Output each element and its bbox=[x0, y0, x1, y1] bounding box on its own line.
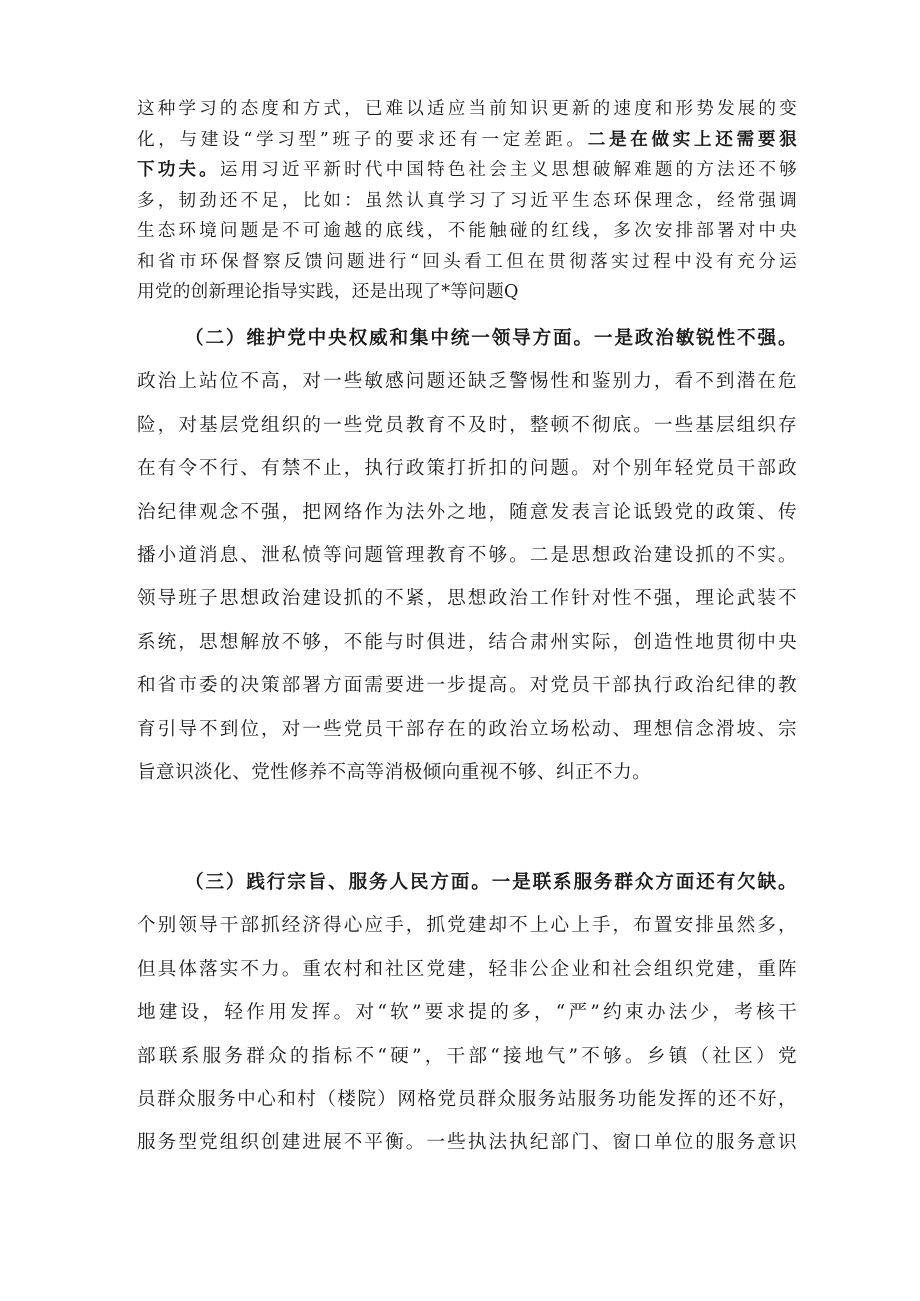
text-span: 运用习近平新时代中国特色社会主义思想破解难题的方法还不够 bbox=[219, 160, 798, 180]
paragraph-party-authority bbox=[137, 317, 797, 794]
section-heading: （三）践行宗旨、服务人民方面。一是联系服务群众方面还有欠缺。 bbox=[185, 872, 797, 893]
text-line: 在有令不行、有禁不止，执行政策打折扣的问题。对个别年轻党员干部政 bbox=[137, 458, 797, 480]
text-line: 多，韧劲还不足，比如：虽然认真学习了习近平生态环保理念，经常强调 bbox=[137, 190, 797, 211]
text-line: 政治上站位不高，对一些敏感问题还缺乏警惕性和鉴别力，看不到潜在危 bbox=[137, 371, 797, 393]
bold-heading-span: 下功夫。 bbox=[137, 159, 220, 180]
text-line: 和省市环保督察反馈问题进行“回头看工但在贯彻落实过程中没有充分运 bbox=[137, 251, 797, 272]
text-line: 系统，思想解放不够，不能与时俱进，结合肃州实际，创造性地贯彻中央 bbox=[137, 631, 797, 653]
paragraph-study-attitude bbox=[137, 94, 797, 308]
text-line: 生态环境问题是不可逾越的底线，不能触碰的红线，多次安排部署对中央 bbox=[137, 221, 797, 241]
text-line: 旨意识淡化、党性修养不高等消极倾向重视不够、纠正不力。 bbox=[137, 762, 652, 784]
text-line bbox=[137, 155, 797, 186]
text-line: 险，对基层党组织的一些党员教育不及时，整顿不彻底。一些基层组织存 bbox=[137, 414, 797, 436]
text-line: 和省市委的决策部署方面需要进一步提高。对党员干部执行政治纪律的教 bbox=[137, 675, 797, 697]
text-line: 用党的创新理论指导实践，还是出现了*等问题Q bbox=[137, 282, 519, 302]
text-line: 但具体落实不力。重农村和社区党建，轻非公企业和社会组织党建，重阵 bbox=[137, 958, 797, 980]
text-span: 化，与建设“学习型”班子的要求还有一定差距。 bbox=[137, 129, 588, 150]
bold-heading-span: 二是在做实上还需要狠 bbox=[587, 128, 797, 150]
text-line: 服务型党组织创建进展不平衡。一些执法执纪部门、窗口单位的服务意识 bbox=[137, 1132, 797, 1154]
text-line: 部联系服务群众的指标不“硬”，干部“接地气”不够。乡镇（社区）党 bbox=[137, 1045, 797, 1067]
text-line: 地建设，轻作用发挥。对“软”要求提的多，“严”约束办法少，考核干 bbox=[137, 1002, 797, 1024]
paragraph-serve-people bbox=[137, 861, 797, 1165]
text-line: 这种学习的态度和方式，已难以适应当前知识更新的速度和形势发展的变 bbox=[137, 99, 797, 119]
text-line: 个别领导干部抓经济得心应手，抓党建却不上心上手，布置安排虽然多， bbox=[137, 915, 797, 937]
text-line: 员群众服务中心和村（楼院）网格党员群众服务站服务功能发挥的还不好， bbox=[137, 1089, 797, 1111]
text-line: 育引导不到位，对一些党员干部存在的政治立场松动、理想信念滑坡、宗 bbox=[137, 718, 797, 740]
text-line: 播小道消息、泄私愤等问题管理教育不够。二是思想政治建设抓的不实。 bbox=[137, 545, 797, 567]
text-line: 领导班子思想政治建设抓的不紧，思想政治工作针对性不强，理论武装不 bbox=[137, 588, 797, 610]
section-heading: （二）维护党中央权威和集中统一领导方面。一是政治敏锐性不强。 bbox=[185, 328, 797, 349]
text-line: 治纪律观念不强，把网络作为法外之地，随意发表言论诋毁党的政策、传 bbox=[137, 501, 797, 523]
text-line bbox=[137, 125, 797, 156]
